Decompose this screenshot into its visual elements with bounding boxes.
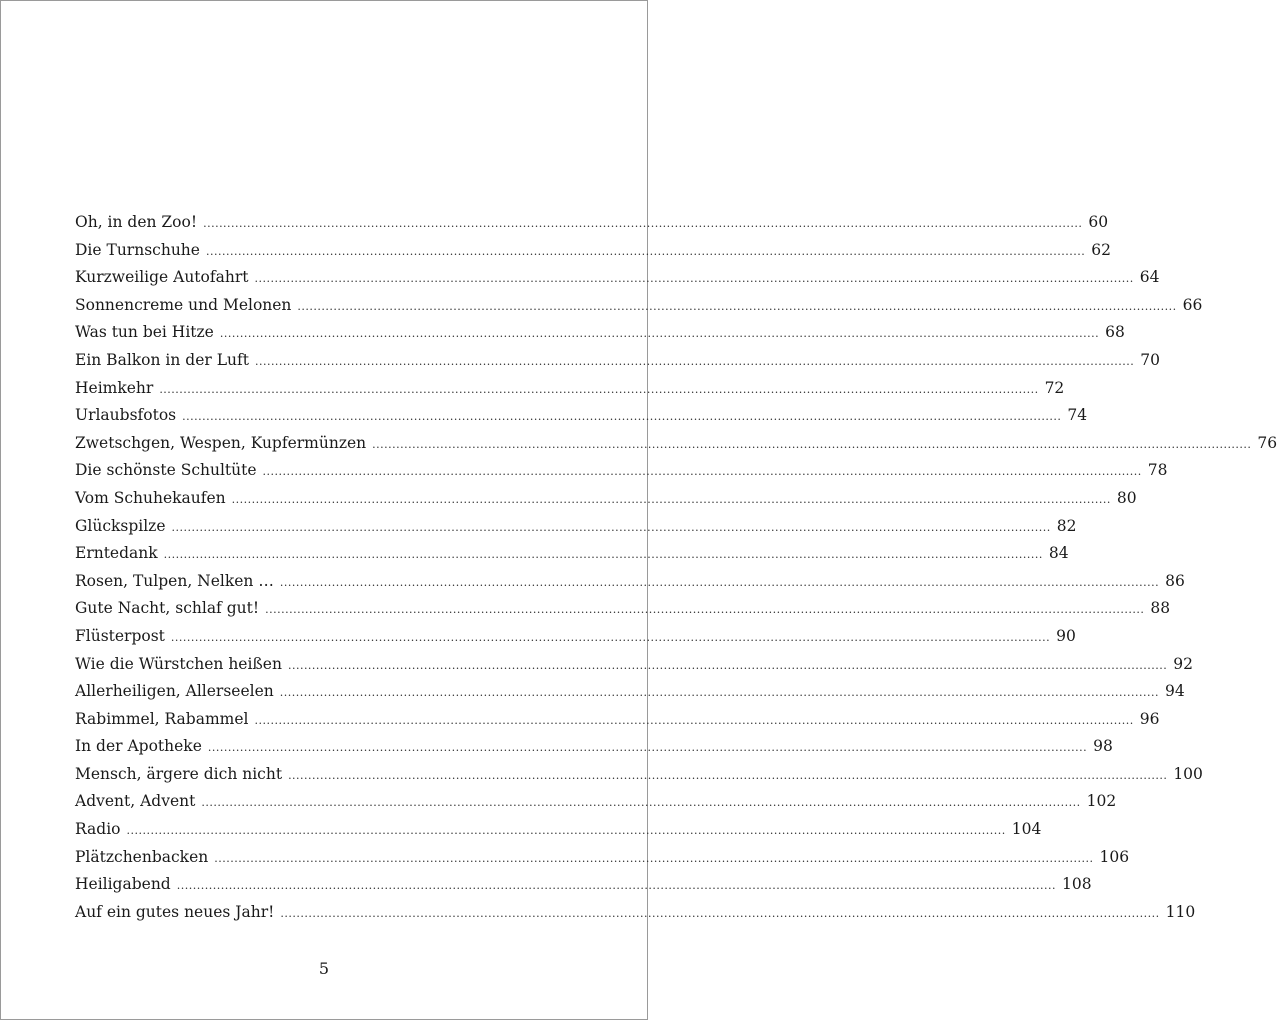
toc-entry-title: Flüsterpost	[75, 626, 165, 645]
toc-entry-page: 94	[1165, 682, 1185, 701]
dot-leader: ............................................................................................................................................................................................................................	[279, 686, 1160, 700]
toc-entry	[75, 706, 1160, 734]
toc-entry-title: Heimkehr	[75, 378, 154, 397]
toc-entry-title: Die Turnschuhe	[75, 240, 200, 259]
toc-entry-page: 106	[1099, 847, 1130, 866]
toc-entry-page: 92	[1173, 654, 1193, 673]
toc-entry-page: 62	[1091, 240, 1111, 259]
toc-entry	[75, 761, 1203, 789]
dot-leader: ............................................................................................................................................................................................................................	[372, 437, 1252, 451]
toc-entry	[75, 513, 1077, 541]
toc-entry-title: Radio	[75, 820, 121, 839]
toc-entry-title: Allerheiligen, Allerseelen	[75, 682, 274, 701]
dot-leader: ............................................................................................................................................................................................................................	[170, 630, 1051, 644]
dot-leader: ............................................................................................................................................................................................................................	[182, 410, 1062, 424]
dot-leader: ............................................................................................................................................................................................................................	[254, 272, 1134, 286]
dot-leader: ............................................................................................................................................................................................................................	[126, 824, 1006, 838]
dot-leader: ............................................................................................................................................................................................................................	[205, 244, 1086, 258]
toc-entry	[75, 457, 1168, 485]
toc-entry-title: Gute Nacht, schlaf gut!	[75, 599, 260, 618]
toc-entry-page: 60	[1088, 213, 1109, 231]
toc-entry	[75, 319, 1125, 347]
toc-entry	[75, 678, 1185, 706]
toc-entry-title: Glückspilze	[75, 516, 166, 535]
dot-leader: ............................................................................................................................................................................................................................	[171, 520, 1051, 534]
toc-entry-title: In der Apotheke	[75, 737, 202, 756]
toc-entry	[75, 209, 1109, 237]
dot-leader: ............................................................................................................................................................................................................................	[254, 713, 1134, 727]
toc-entry-page: 90	[1056, 626, 1076, 645]
toc-entry	[75, 485, 1137, 513]
toc-entry	[75, 292, 1203, 320]
dot-leader: ............................................................................................................................................................................................................................	[163, 548, 1043, 562]
toc-entry	[75, 347, 1160, 375]
toc-entry-page: 98	[1093, 737, 1113, 756]
toc-entry-title: Sonnencreme und Melonen	[75, 295, 292, 314]
toc-entry	[75, 816, 1042, 844]
toc-entry	[75, 375, 1065, 403]
toc-entry	[75, 237, 1111, 265]
toc-entry-title: Die schönste Schultüte	[75, 461, 257, 480]
dot-leader: ............................................................................................................................................................................................................................	[287, 658, 1168, 672]
dot-leader: ............................................................................................................................................................................................................................	[265, 603, 1145, 617]
toc-entry	[75, 540, 1069, 568]
toc-entry-page: 104	[1011, 820, 1042, 839]
toc-entry-page: 88	[1150, 599, 1171, 618]
toc-entry-title: Oh, in den Zoo!	[75, 213, 198, 231]
toc-entry-title: Was tun bei Hitze	[75, 323, 214, 342]
toc-entry-page: 84	[1048, 544, 1069, 563]
toc-entry-title: Ein Balkon in der Luft	[75, 350, 249, 369]
toc-entry	[75, 788, 1117, 816]
toc-entry-title: Rosen, Tulpen, Nelken …	[75, 571, 274, 590]
toc-entry	[75, 844, 1130, 872]
toc-entry	[75, 430, 1277, 458]
toc-entry	[75, 733, 1113, 761]
dot-leader: ............................................................................................................................................................................................................................	[254, 354, 1135, 368]
table-of-contents	[75, 209, 1277, 926]
toc-entry	[75, 568, 1185, 596]
toc-entry	[75, 871, 1092, 899]
toc-entry-title: Advent, Advent	[75, 792, 196, 811]
dot-leader: ............................................................................................................................................................................................................................	[207, 741, 1088, 755]
toc-entry-title: Rabimmel, Rabammel	[75, 709, 249, 728]
toc-entry-page: 108	[1061, 875, 1092, 894]
toc-entry-title: Heiligabend	[75, 875, 171, 894]
dot-leader: ............................................................................................................................................................................................................................	[214, 851, 1094, 865]
toc-entry-page: 70	[1140, 350, 1160, 369]
toc-entry-page: 68	[1105, 323, 1125, 342]
toc-entry	[75, 402, 1088, 430]
dot-leader: ............................................................................................................................................................................................................................	[159, 382, 1039, 396]
dot-leader: ............................................................................................................................................................................................................................	[203, 217, 1083, 230]
page-number: 5	[318, 959, 330, 978]
dot-leader: ............................................................................................................................................................................................................................	[288, 768, 1168, 782]
toc-entry-title: Plätzchenbacken	[75, 847, 209, 866]
toc-entry-page: 82	[1056, 516, 1077, 535]
toc-entry-page: 76	[1257, 433, 1277, 452]
toc-entry-page: 74	[1067, 406, 1088, 425]
toc-entry-title: Mensch, ärgere dich nicht	[75, 764, 283, 783]
dot-leader: ............................................................................................................................................................................................................................	[219, 327, 1100, 341]
toc-entry-page: 64	[1139, 268, 1160, 287]
toc-entry-page: 96	[1139, 709, 1160, 728]
toc-entry-title: Kurzweilige Autofahrt	[75, 268, 249, 287]
toc-entry-page: 86	[1165, 571, 1185, 590]
toc-entry	[75, 595, 1171, 623]
toc-entry-page: 72	[1044, 378, 1065, 397]
toc-entry-page: 78	[1147, 461, 1168, 480]
toc-entry-title: Vom Schuhekaufen	[75, 488, 226, 507]
dot-leader: ............................................................................................................................................................................................................................	[297, 299, 1177, 313]
toc-entry-title: Urlaubsfotos	[75, 406, 177, 425]
toc-entry-title: Erntedank	[75, 544, 158, 563]
toc-entry-title: Wie die Würstchen heißen	[75, 654, 282, 673]
dot-leader: ............................................................................................................................................................................................................................	[231, 492, 1111, 506]
toc-entry-page: 80	[1116, 488, 1137, 507]
dot-leader: ............................................................................................................................................................................................................................	[279, 575, 1160, 589]
toc-entry	[75, 899, 1196, 927]
dot-leader: ............................................................................................................................................................................................................................	[262, 465, 1142, 479]
toc-entry-title: Auf ein gutes neues Jahr!	[75, 902, 275, 921]
dot-leader: ............................................................................................................................................................................................................................	[280, 906, 1160, 920]
toc-entry	[75, 264, 1160, 292]
toc-entry-title: Zwetschgen, Wespen, Kupfermünzen	[75, 433, 367, 452]
toc-entry-page: 110	[1165, 902, 1196, 921]
toc-entry-page: 102	[1086, 792, 1117, 811]
toc-entry	[75, 651, 1193, 679]
toc-entry-page: 66	[1182, 295, 1203, 314]
dot-leader: ............................................................................................................................................................................................................................	[176, 879, 1056, 893]
toc-entry	[75, 623, 1076, 651]
dot-leader: ............................................................................................................................................................................................................................	[201, 796, 1081, 810]
toc-entry-page: 100	[1173, 764, 1203, 783]
